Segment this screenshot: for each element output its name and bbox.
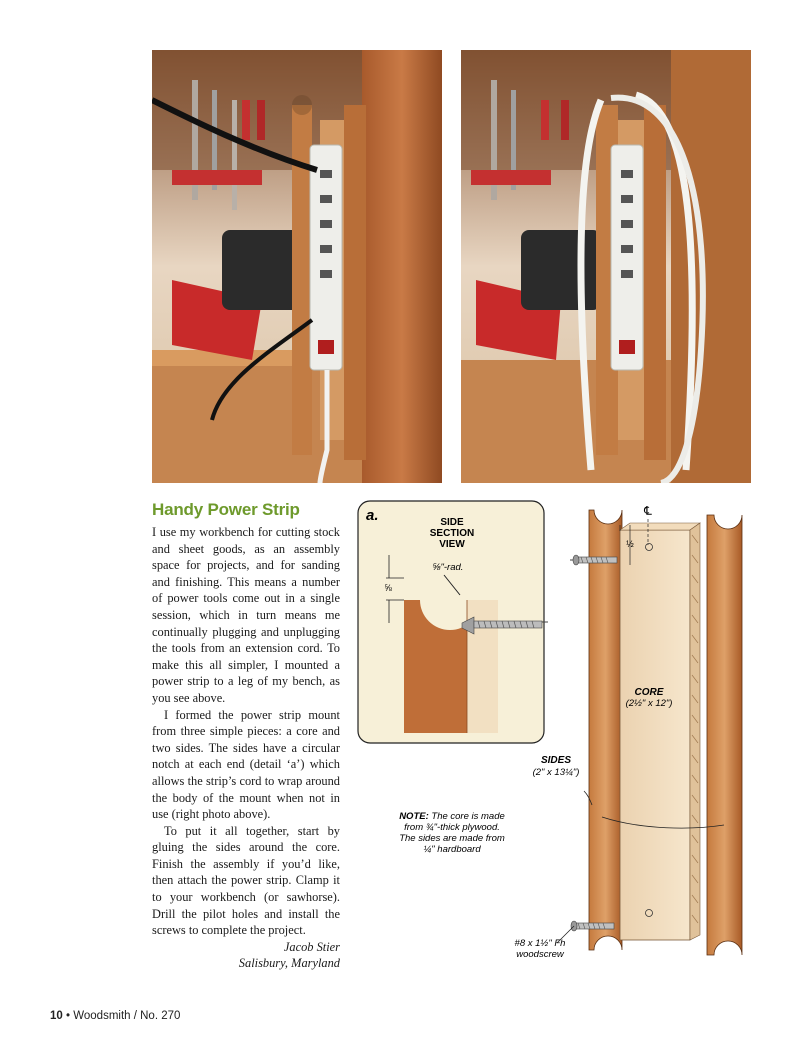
half-label: ½	[626, 539, 634, 549]
sides-label: SIDES	[540, 755, 572, 766]
note-line-1: The core is made	[428, 811, 505, 822]
note-line-2: from ¾"-thick plywood.	[404, 822, 500, 833]
material-note	[399, 811, 505, 855]
core-label: CORE	[634, 687, 664, 698]
detail-title-3: VIEW	[439, 539, 465, 550]
photo-power-strip-in-use	[152, 50, 442, 483]
page-folio	[50, 1010, 180, 1022]
author-name: Jacob Stier	[283, 939, 340, 954]
exploded-view-diagram	[352, 495, 772, 995]
article-paragraph-3: To put it all together, start by gluing the sides around the core. Finish the assembly if you’d like, then attach the power strip. Clamp it to your workbench (or sawhorse). Drill the pilot holes and install the screws to complete the project.	[152, 823, 340, 938]
core-dims: (2½" x 12")	[625, 698, 673, 709]
sides-dims: (2" x 13¼")	[532, 767, 580, 778]
author-location: Salisbury, Maryland	[238, 956, 340, 971]
publication-name: Woodsmith / No. 270	[73, 1010, 181, 1022]
side-piece-right	[707, 515, 742, 955]
article-paragraph-1: I use my workbench for cutting stock and sheet goods, as an assembly space for projects, and for sanding and finishing. This means a number of power tools come out in a single session, which in turn means me continually plugging and unplugging the tools from an extension cord. To make this all simpler, I mounted a power strip to a leg of my bench, as you see above.	[152, 525, 340, 705]
detail-tag: a.	[366, 507, 379, 524]
detail-title-1: SIDE	[440, 517, 464, 528]
article-paragraph-2: I formed the power strip mount from three simple pieces: a core and two sides. The sides have a circular notch at each end (detail ‘a’) which allows the strip’s cord to wrap around the body of the mount when not in use (right photo above).	[152, 707, 340, 822]
centerline-label: ℄	[644, 504, 652, 518]
screw-callout	[515, 938, 566, 960]
side-piece-left	[589, 510, 622, 950]
detail-a-box	[358, 501, 548, 743]
depth-label: ⅝	[384, 583, 392, 593]
folio-bullet: •	[66, 1010, 71, 1022]
screw-label-2: woodscrew	[516, 949, 564, 960]
article-headline: Handy Power Strip	[152, 500, 300, 519]
note-line-4: ¼" hardboard	[423, 844, 481, 855]
screw-label-1: #8 x 1½" Fh	[514, 938, 566, 949]
note-line-3: The sides are made from	[399, 833, 505, 844]
article	[152, 500, 340, 972]
detail-title-2: SECTION	[429, 528, 475, 539]
photo-cord-wrapped	[461, 50, 751, 483]
note-bold: NOTE:	[399, 811, 429, 822]
core-piece	[620, 523, 700, 940]
radius-label: ⅝"-rad.	[432, 562, 464, 573]
svg-text:NOTE: The core is made	[399, 811, 505, 822]
page-number: 10	[50, 1010, 63, 1022]
